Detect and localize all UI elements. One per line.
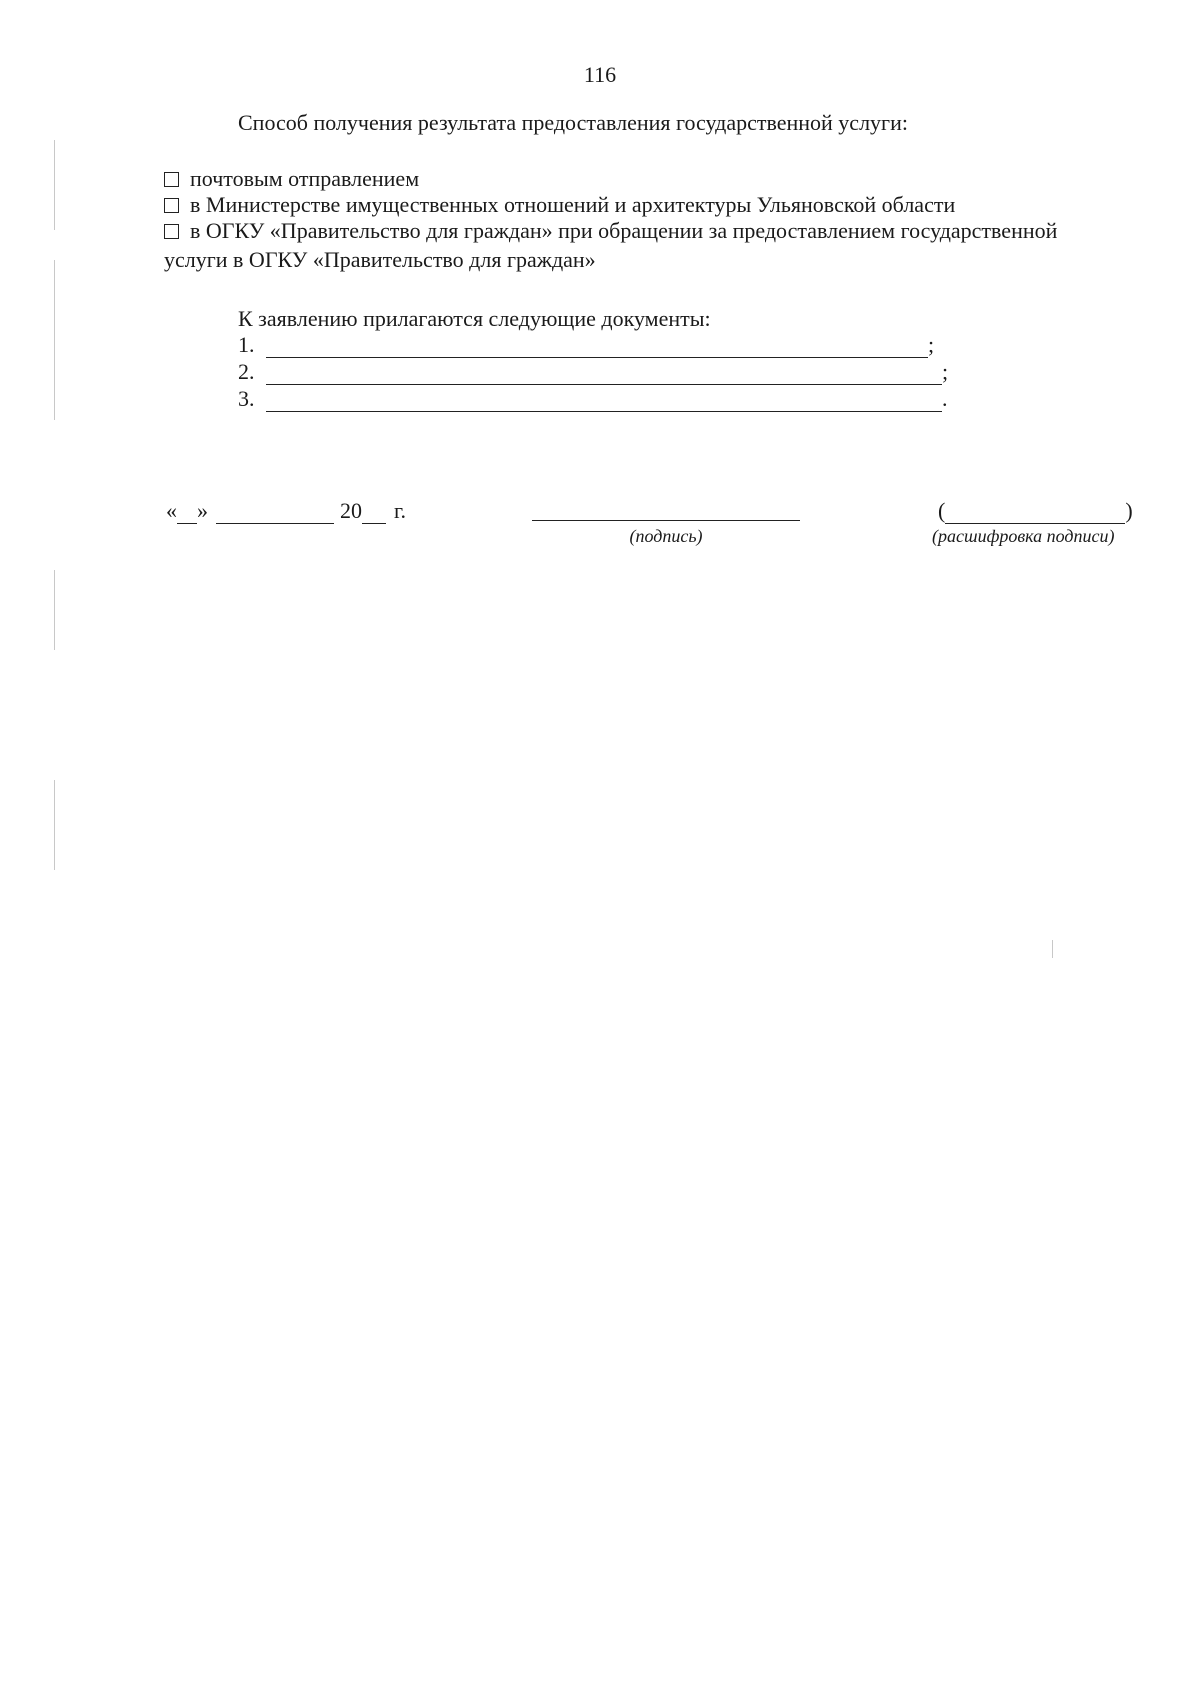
month-blank[interactable] bbox=[216, 505, 334, 524]
result-method-heading: Способ получения результата предоставления государственной услуги: bbox=[238, 110, 908, 135]
year-blank[interactable] bbox=[362, 505, 386, 524]
scan-artifact bbox=[54, 780, 55, 870]
signature-caption: (подпись) bbox=[629, 526, 703, 546]
page-number: 116 bbox=[583, 62, 617, 87]
scan-artifact bbox=[54, 140, 55, 230]
date-open-quote: « bbox=[166, 498, 177, 523]
signature-decode-field bbox=[938, 498, 1133, 524]
attachment-number: 1. bbox=[238, 332, 255, 357]
attachment-end: ; bbox=[942, 359, 949, 384]
attachment-end: ; bbox=[928, 332, 935, 357]
attachment-blank-1[interactable] bbox=[266, 337, 928, 358]
option-postal[interactable] bbox=[164, 166, 419, 192]
attachments-heading: К заявлению прилагаются следующие документы: bbox=[238, 306, 711, 331]
option-postal-label: почтовым отправлением bbox=[190, 166, 420, 191]
attachment-number: 3. bbox=[238, 386, 255, 411]
option-ogku-label: в ОГКУ «Правительство для граждан» при обращении за предоставлением государственной bbox=[190, 218, 1058, 243]
attachment-number: 2. bbox=[238, 359, 255, 384]
attachment-line-1 bbox=[238, 332, 934, 358]
signature-blank[interactable] bbox=[532, 498, 800, 521]
attachment-blank-3[interactable] bbox=[266, 391, 942, 412]
checkbox-ogku[interactable] bbox=[164, 224, 179, 239]
signature-decode-caption: (расшифровка подписи) bbox=[932, 526, 1115, 546]
year-suffix: г. bbox=[394, 498, 407, 523]
checkbox-ministry[interactable] bbox=[164, 198, 179, 213]
scan-artifact bbox=[1052, 940, 1053, 958]
option-ministry[interactable] bbox=[164, 192, 955, 218]
decode-open-paren: ( bbox=[938, 498, 946, 523]
option-ministry-label: в Министерстве имущественных отношений и архитектуры Ульяновской области bbox=[190, 192, 956, 217]
year-prefix: 20 bbox=[340, 498, 362, 523]
checkbox-postal[interactable] bbox=[164, 172, 179, 187]
attachment-line-3 bbox=[238, 386, 948, 412]
day-blank[interactable] bbox=[177, 505, 197, 524]
decode-close-paren: ) bbox=[1125, 498, 1133, 523]
scan-artifact bbox=[54, 260, 55, 420]
option-ogku[interactable] bbox=[164, 218, 1057, 244]
attachment-end: . bbox=[942, 386, 948, 411]
attachment-blank-2[interactable] bbox=[266, 364, 942, 385]
date-close-quote: » bbox=[197, 498, 208, 523]
signature-decode-blank[interactable] bbox=[945, 505, 1125, 524]
scan-artifact bbox=[54, 570, 55, 650]
option-ogku-label-continuation: услуги в ОГКУ «Правительство для граждан» bbox=[164, 247, 596, 272]
attachment-line-2 bbox=[238, 359, 948, 385]
date-field bbox=[166, 498, 406, 524]
